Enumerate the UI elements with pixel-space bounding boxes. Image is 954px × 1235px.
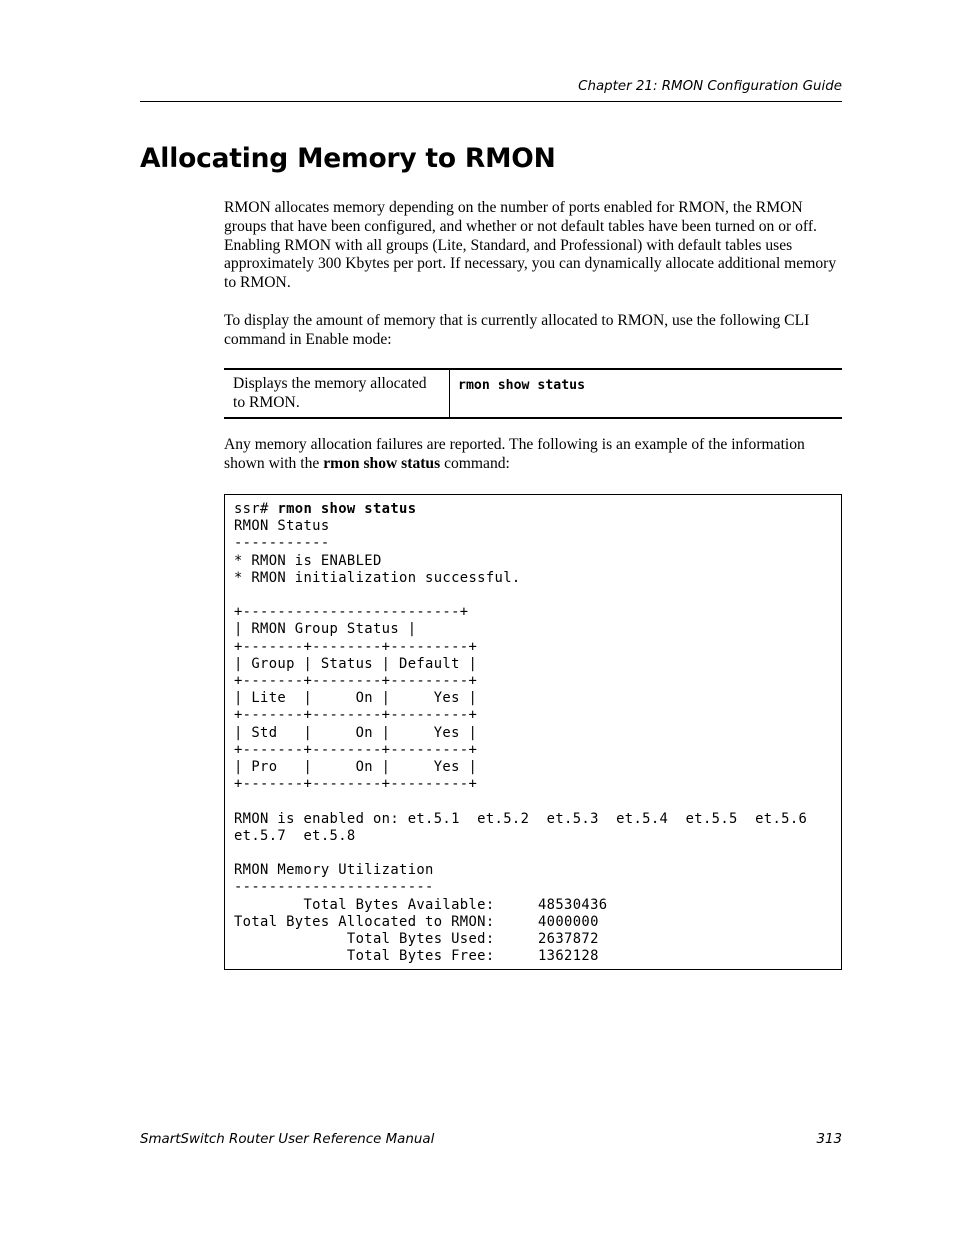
instruction-paragraph: To display the amount of memory that is currently allocated to RMON, use the following CLI command in Enable mode: <box>224 312 810 348</box>
running-head: Chapter 21: RMON Configuration Guide <box>578 79 842 94</box>
command-syntax: rmon show status <box>458 378 586 393</box>
command-table <box>224 368 842 419</box>
cli-output: RMON Status ----------- * RMON is ENABLED * RMON initialization successful. +-------------------------+ | RMON Group Status | +-------+--------+---------+ | Group | Status | Default | +-------+--------+---------+ | Lite | On | Yes | +-------+--------+---------+ | Std | On | Yes | +-------+--------+---------+ | Pro | On | Yes | +-------+--------+---------+ RMON is enabled on: et.5.1 et.5.2 et.5.3 et.5.4 et.5.5 et.5.6 et.5.7 et.5.8 RMON Memory Utilization ----------------------- Total Bytes Available: 48530436 Total Bytes Allocated to RMON: 4000000 Total Bytes Used: 2637872 Total Bytes Free: 1362128 <box>234 518 808 965</box>
intro-paragraph: RMON allocates memory depending on the number of ports enabled for RMON, the RMON groups that have been configured, and whether or not default tables have been turned on or off. Enabling RMON with all groups (Lite, Standard, and Professional) with default tables uses approximately 300 Kbytes per port. If necessary, you can dynamically allocate additional memory to RMON. <box>224 199 837 292</box>
example-intro-paragraph <box>224 436 842 474</box>
footer-manual-title: SmartSwitch Router User Reference Manual <box>140 1132 435 1147</box>
section-title: Allocating Memory to RMON <box>140 143 556 174</box>
header-rule <box>140 101 842 102</box>
cli-command: rmon show status <box>277 501 417 517</box>
example-intro-text-end: command: <box>440 454 510 472</box>
inline-command: rmon show status <box>323 454 441 472</box>
cli-prompt: ssr# <box>234 501 278 517</box>
command-description: Displays the memory allocated to RMON. <box>233 375 427 411</box>
command-table-divider <box>449 370 450 417</box>
example-intro-text: Any memory allocation failures are reported. The following is an example of the information shown with the <box>224 436 805 472</box>
page-number: 313 <box>816 1132 842 1147</box>
code-example-box <box>224 494 842 970</box>
code-example <box>234 501 807 965</box>
